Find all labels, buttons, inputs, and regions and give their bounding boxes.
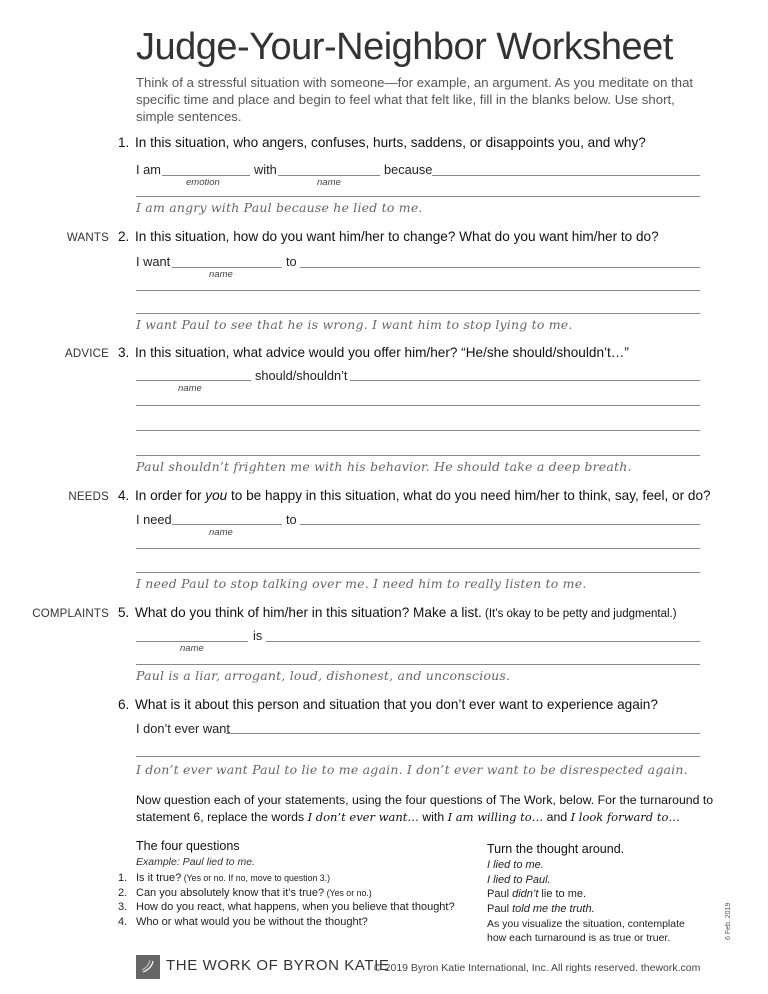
four-questions-example: Example: Paul lied to me.: [136, 856, 256, 868]
footer-copyright: © 2019 Byron Katie International, Inc. All rights reserved. thework.com: [374, 962, 701, 974]
q5-name-caption: name: [180, 643, 204, 654]
q6-lead: I don’t ever want: [136, 721, 230, 736]
q5-name-blank[interactable]: [136, 641, 248, 642]
q4-example: I need Paul to stop talking over me. I need him to really listen to me.: [136, 576, 587, 591]
q1-emotion-caption: emotion: [186, 177, 220, 188]
q1-because: because: [384, 162, 433, 177]
list-item: 4. Who or what would you be without the thought?: [118, 915, 368, 928]
question-4: 4. In order for you to be happy in this situation, what do you need him/her to think, say, feel, or do?: [118, 488, 711, 503]
instructions: Now question each of your statements, using the four questions of The Work, below. For the turnaround to statement 6, replace the words I don’t ever want… with I am willing to… and I look forward to…: [136, 793, 714, 824]
q5-is: is: [253, 628, 263, 643]
q4-line-3[interactable]: [136, 572, 700, 573]
four-questions-list: [118, 871, 455, 929]
q2-want-blank[interactable]: [300, 267, 700, 268]
q6-blank[interactable]: [226, 733, 700, 734]
q4-line-2[interactable]: [136, 548, 700, 549]
q3-line-4[interactable]: [136, 455, 700, 456]
q2-to: to: [286, 254, 297, 269]
list-item: 2. Can you absolutely know that it’s true? (Yes or no.): [118, 886, 372, 899]
q3-line-3[interactable]: [136, 430, 700, 431]
turnaround-title: Turn the thought around.: [487, 842, 625, 856]
list-item: 1. Is it true? (Yes or no. If no, move to question 3.): [118, 872, 331, 884]
q2-line-3[interactable]: [136, 313, 700, 314]
turnaround-note: As you visualize the situation, contemplate how each turnaround is as true or truer.: [487, 918, 685, 944]
list-item: I lied to me.: [487, 859, 544, 871]
q1-example: I am angry with Paul because he lied to me.: [136, 200, 423, 215]
q2-example: I want Paul to see that he is wrong. I want him to stop lying to me.: [136, 317, 573, 332]
q2-name-caption: name: [209, 269, 233, 280]
question-1: 1. In this situation, who angers, confuses, hurts, saddens, or disappoints you, and why?: [118, 135, 646, 150]
list-item: I lied to Paul.: [487, 873, 551, 886]
q3-example: Paul shouldn’t frighten me with his behavior. He should take a deep breath.: [136, 459, 632, 474]
question-5: 5. What do you think of him/her in this situation? Make a list. (It’s okay to be petty and judgmental.): [118, 605, 677, 620]
q4-name-blank[interactable]: [172, 524, 282, 525]
list-item: Paul didn’t lie to me.: [487, 888, 587, 900]
q5-side-label: COMPLAINTS: [32, 608, 109, 620]
q1-because-blank[interactable]: [432, 175, 700, 176]
q6-line-2[interactable]: [136, 756, 700, 757]
q2-line-2[interactable]: [136, 290, 700, 291]
four-questions-title: The four questions: [136, 839, 240, 853]
question-2: 2. In this situation, how do you want him/her to change? What do you want him/her to do?: [118, 229, 659, 244]
q3-line-2[interactable]: [136, 405, 700, 406]
q4-need-blank[interactable]: [300, 524, 700, 525]
q1-name-caption: name: [317, 177, 341, 188]
q6-example: I don’t ever want Paul to lie to me again. I don’t ever want to be disrespected again.: [136, 762, 688, 777]
page-title: Judge-Your-Neighbor Worksheet: [136, 26, 673, 68]
list-item: Paul told me the truth.: [487, 902, 595, 915]
q5-line-2[interactable]: [136, 664, 700, 665]
q4-to: to: [286, 512, 297, 527]
intro-text: Think of a stressful situation with someone—for example, an argument. As you meditate on that specific time and place and begin to feel what that felt like, fill in the blanks below. Use short, simple sentences.: [136, 75, 694, 124]
q1-with: with: [254, 162, 277, 177]
q1-i-am: I am: [136, 162, 161, 177]
logo-icon: [136, 955, 160, 979]
q4-lead: I need: [136, 512, 172, 527]
q3-side-label: ADVICE: [64, 348, 109, 360]
q2-name-blank[interactable]: [172, 267, 282, 268]
q3-should: should/shouldn’t: [255, 368, 348, 383]
question-6: 6. What is it about this person and situation that you don’t ever want to experience again?: [118, 697, 658, 712]
footer-brand: THE WORK OF BYRON KATIE: [166, 957, 390, 974]
revision-date: 6 Feb. 2019: [725, 902, 732, 940]
question-3: 3. In this situation, what advice would you offer him/her? “He/she should/shouldn’t…”: [118, 345, 629, 360]
q1-line-2[interactable]: [136, 196, 700, 197]
q4-side-label: NEEDS: [68, 491, 109, 503]
q4-name-caption: name: [209, 527, 233, 538]
list-item: 3. How do you react, what happens, when you believe that thought?: [118, 901, 455, 913]
q3-advice-blank[interactable]: [350, 380, 700, 381]
q3-name-caption: name: [178, 383, 202, 394]
q5-list-blank[interactable]: [266, 641, 700, 642]
q5-example: Paul is a liar, arrogant, loud, dishonest, and unconscious.: [136, 668, 511, 683]
q1-name-blank[interactable]: [278, 175, 380, 176]
q1-emotion-blank[interactable]: [162, 175, 250, 176]
q3-name-blank[interactable]: [136, 380, 251, 381]
q2-side-label: WANTS: [66, 232, 109, 244]
turnaround-list: [487, 858, 595, 916]
q2-lead: I want: [136, 254, 171, 269]
